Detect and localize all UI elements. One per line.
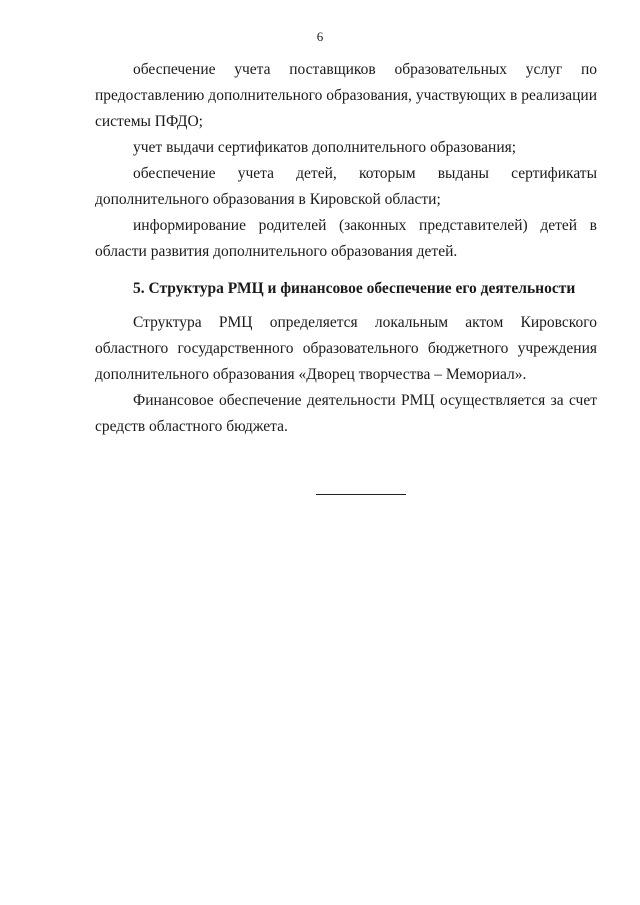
list-item: учет выдачи сертификатов дополнительного образования;: [133, 139, 517, 156]
list-item: информирование родителей (законных представителей) детей в области развития дополнительного образования детей.: [95, 217, 597, 260]
section-paragraph: Структура РМЦ определяется локальным актом Кировского областного государственного образовательного бюджетного учреждения дополнительного образования «Дворец творчества – Мемориал».: [95, 314, 597, 383]
list-item: обеспечение учета поставщиков образовательных услуг по предоставлению дополнительного образования, участвующих в реализации системы ПФДО;: [95, 61, 597, 130]
section-heading: 5. Структура РМЦ и финансовое обеспечение его деятельности: [133, 280, 576, 297]
function-list: [95, 57, 597, 265]
section-paragraph: Финансовое обеспечение деятельности РМЦ осуществляется за счет средств областного бюджета.: [95, 392, 597, 435]
page-number: 6: [316, 29, 324, 44]
section-body: [95, 310, 597, 440]
end-of-document-rule: [316, 494, 406, 495]
list-item: обеспечение учета детей, которым выданы сертификаты дополнительного образования в Кировской области;: [95, 165, 597, 208]
